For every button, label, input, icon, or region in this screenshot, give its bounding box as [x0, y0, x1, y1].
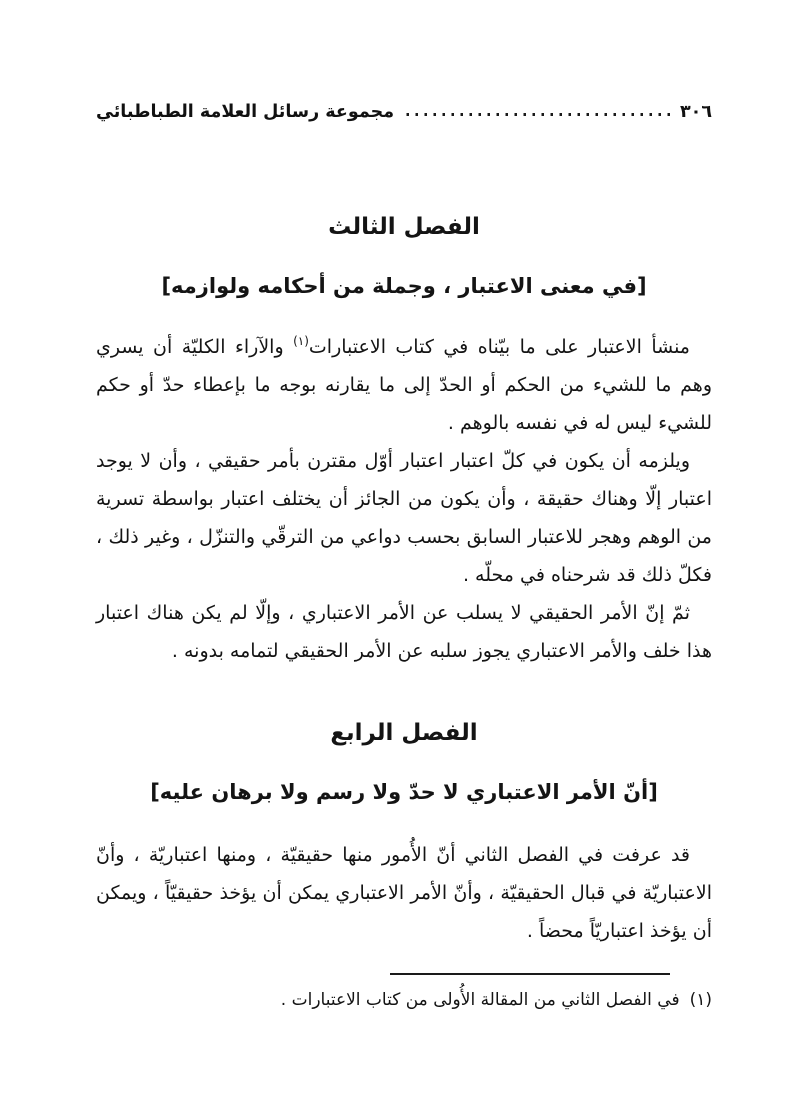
chapter-four-subtitle: [أنّ الأمر الاعتباري لا حدّ ولا رسم ولا برهان عليه] [150, 780, 658, 804]
chapter-three-title: الفصل الثالث [328, 214, 480, 240]
chapter-three-subtitle: [في معنى الاعتبار ، وجملة من أحكامه ولوازمه] [161, 274, 647, 298]
chapter-four-body [96, 836, 712, 950]
footnote-reference-superscript: (١) [293, 334, 309, 348]
footnote-separator-rule [390, 973, 670, 975]
paragraph-1-text: منشأ الاعتبار على ما بيّناه في كتاب الاعتبارات [308, 336, 690, 358]
running-header [96, 92, 712, 122]
paragraph-4: قد عرفت في الفصل الثاني أنّ الأُمور منها حقيقيّة ، ومنها اعتباريّة ، وأنّ الاعتباريّة في قبال الحقيقيّة ، وأنّ الأمر الاعتباري يمكن أن يؤخذ حقيقيّاً ، ويمكن أن يؤخذ اعتباريّاً محضاً . [96, 844, 712, 942]
footnote-text: في الفصل الثاني من المقالة الأُولى من كتاب الاعتبارات . [280, 990, 680, 1010]
paragraph-3: ثمّ إنّ الأمر الحقيقي لا يسلب عن الأمر الاعتباري ، وإلّا لم يكن هناك اعتبار هذا خلف والأمر الاعتباري يجوز سلبه عن الأمر الحقيقي لتمامه بدونه . [96, 602, 712, 662]
dotted-leader [404, 113, 670, 116]
page-number: ٣٠٦ [679, 102, 712, 122]
chapter-three-body [96, 328, 712, 670]
footnote-area [96, 973, 712, 1015]
chapter-four-title: الفصل الرابع [330, 720, 478, 746]
book-title: مجموعة رسائل العلامة الطباطبائي [96, 102, 395, 122]
footnote [96, 985, 712, 1015]
paragraph-1 [96, 328, 712, 442]
paragraph-2: ويلزمه أن يكون في كلّ اعتبار اعتبار أوّل مقترن بأمر حقيقي ، وأن لا يوجد اعتبار إلّا وهناك حقيقة ، وأن يكون من الجائز أن يختلف اعتبار بواسطة تسرية من الوهم وهجر للاعتبار السابق بحسب دواعي من الترقّي والتنزّل ، وغير ذلك ، فكلّ ذلك قد شرحناه في محلّه . [96, 450, 712, 586]
paragraph-1-continuation: والآراء الكليّة أن يسري وهم ما للشيء من الحكم أو الحدّ إلى ما يقارنه بوجه ما بإعطاء حدّ أو حكم للشيء ليس له في نفسه بالوهم . [96, 336, 712, 434]
footnote-marker: (١) [689, 990, 712, 1010]
